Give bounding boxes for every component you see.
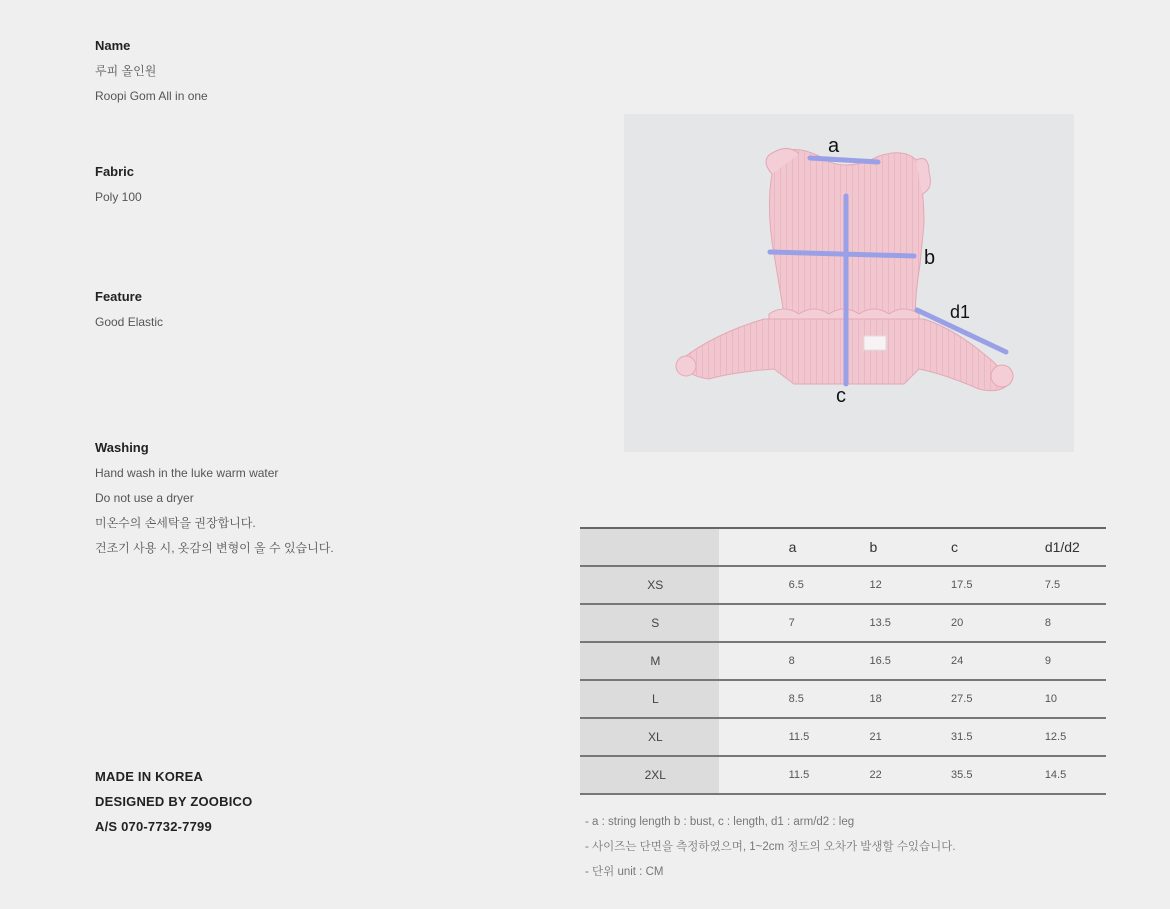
label-b: b [924,247,936,269]
cell-b: 13.5 [869,604,951,642]
table-row [580,604,1106,642]
size-label: XS [580,566,719,604]
size-label: S [580,604,719,642]
cell-b: 18 [869,680,951,718]
cell-d: 12.5 [1045,718,1106,756]
table-header-row [580,528,1106,566]
name-korean: 루피 올인원 [95,64,157,78]
cell-d: 7.5 [1045,566,1106,604]
name-english: Roopi Gom All in one [95,89,208,103]
note-line: - 사이즈는 단면을 측정하였으며, 1~2cm 정도의 오차가 발생할 수있습니다. [585,841,956,853]
name-title: Name [95,38,131,53]
cell-a: 6.5 [719,566,870,604]
table-row [580,680,1106,718]
washing-line: 미온수의 손세탁을 권장합니다. [95,516,256,530]
feature-value: Good Elastic [95,315,164,329]
feature-section [95,289,163,335]
table-row [580,718,1106,756]
cell-a: 11.5 [719,756,870,794]
table-row [580,642,1106,680]
header-a: a [719,528,870,566]
cell-d: 14.5 [1045,756,1106,794]
table-row [580,756,1106,794]
cell-a: 11.5 [719,718,870,756]
size-label: XL [580,718,719,756]
feature-title: Feature [95,289,142,304]
size-table [580,527,1106,795]
cell-d: 8 [1045,604,1106,642]
label-c: c [836,385,846,407]
header-c: c [951,528,1045,566]
cell-c: 20 [951,604,1045,642]
name-section [95,38,208,109]
cell-b: 12 [869,566,951,604]
garment-illustration [624,114,1074,452]
header-b: b [869,528,951,566]
fabric-title: Fabric [95,164,135,179]
label-d1: d1 [950,302,971,322]
as-contact: A/S 070-7732-7799 [95,819,212,834]
note-line: - 단위 unit : CM [585,866,664,878]
washing-line: Do not use a dryer [95,491,194,505]
cell-a: 8.5 [719,680,870,718]
cell-c: 35.5 [951,756,1045,794]
header-d: d1/d2 [1045,528,1106,566]
washing-title: Washing [95,440,149,455]
cell-b: 22 [869,756,951,794]
designed-by-label: DESIGNED BY ZOOBICO [95,794,253,809]
cell-b: 21 [869,718,951,756]
cell-c: 24 [951,642,1045,680]
cell-d: 9 [1045,642,1106,680]
washing-section [95,440,334,561]
size-label: M [580,642,719,680]
cell-b: 16.5 [869,642,951,680]
product-measurement-image [624,114,1074,452]
cell-a: 8 [719,642,870,680]
cell-d: 10 [1045,680,1106,718]
size-label: 2XL [580,756,719,794]
cell-a: 7 [719,604,870,642]
fabric-value: Poly 100 [95,190,142,204]
made-in-label: MADE IN KOREA [95,769,204,784]
washing-line: 건조기 사용 시, 옷감의 변형이 올 수 있습니다. [95,541,334,555]
note-line: - a : string length b : bust, c : length, d1 : arm/d2 : leg [585,816,855,828]
size-label: L [580,680,719,718]
cell-c: 31.5 [951,718,1045,756]
table-row [580,566,1106,604]
company-info [95,764,252,839]
washing-line: Hand wash in the luke warm water [95,466,279,480]
cell-c: 17.5 [951,566,1045,604]
label-a: a [828,135,840,157]
size-notes [585,810,1145,885]
fabric-section [95,164,142,210]
cell-c: 27.5 [951,680,1045,718]
header-blank [580,528,719,566]
